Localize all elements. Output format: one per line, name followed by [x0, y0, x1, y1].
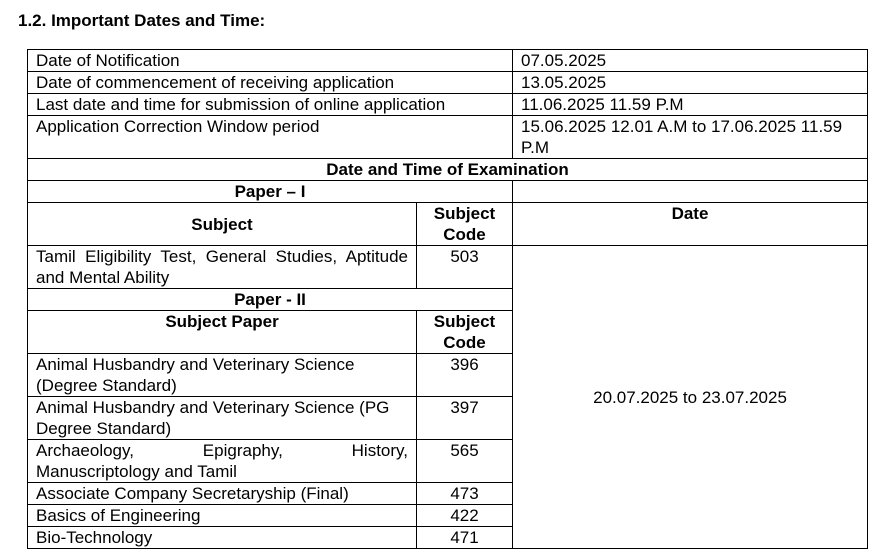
table-row [28, 246, 868, 289]
date-header: Date [513, 203, 868, 246]
important-dates-table [27, 49, 868, 549]
date-value: 13.05.2025 [513, 72, 868, 94]
date-label: Date of Notification [28, 50, 513, 72]
subject-name: Animal Husbandry and Veterinary Science (Degree Standard) [28, 354, 417, 397]
date-label: Application Correction Window period [28, 116, 513, 159]
subject-code: 503 [417, 246, 513, 289]
date-label: Last date and time for submission of online application [28, 94, 513, 116]
date-value: 11.06.2025 11.59 P.M [513, 94, 868, 116]
subject-code: 565 [417, 440, 513, 483]
subject-code: 471 [417, 527, 513, 549]
subject-code-header: Subject Code [417, 311, 513, 354]
paper1-title-row [28, 181, 868, 203]
date-value: 15.06.2025 12.01 A.M to 17.06.2025 11.59 P.M [513, 116, 868, 159]
subject-code: 397 [417, 397, 513, 440]
subject-code-header: Subject Code [417, 203, 513, 246]
subject-code: 422 [417, 505, 513, 527]
date-label: Date of commencement of receiving application [28, 72, 513, 94]
date-value: 07.05.2025 [513, 50, 868, 72]
date-row [28, 94, 868, 116]
paper1-title: Paper – I [28, 181, 513, 203]
date-row [28, 50, 868, 72]
exam-heading-row [28, 159, 868, 181]
subject-name: Tamil Eligibility Test, General Studies, Aptitude and Mental Ability [28, 246, 417, 289]
section-title: 1.2. Important Dates and Time: [18, 11, 266, 30]
subject-code: 396 [417, 354, 513, 397]
subject-paper-header: Subject Paper [28, 311, 417, 354]
date-row [28, 116, 868, 159]
subject-name: Associate Company Secretaryship (Final) [28, 483, 417, 505]
subject-name: Basics of Engineering [28, 505, 417, 527]
date-row [28, 72, 868, 94]
subject-code: 473 [417, 483, 513, 505]
subject-name: Bio-Technology [28, 527, 417, 549]
paper2-title: Paper - II [28, 289, 513, 311]
exam-dates: 20.07.2025 to 23.07.2025 [513, 246, 868, 549]
subject-header: Subject [28, 203, 417, 246]
exam-heading: Date and Time of Examination [28, 159, 868, 181]
subject-name: Archaeology, Epigraphy, History, Manuscriptology and Tamil [28, 440, 417, 483]
subject-name: Animal Husbandry and Veterinary Science (PG Degree Standard) [28, 397, 417, 440]
empty-cell [513, 181, 868, 203]
paper1-header-row [28, 203, 868, 246]
